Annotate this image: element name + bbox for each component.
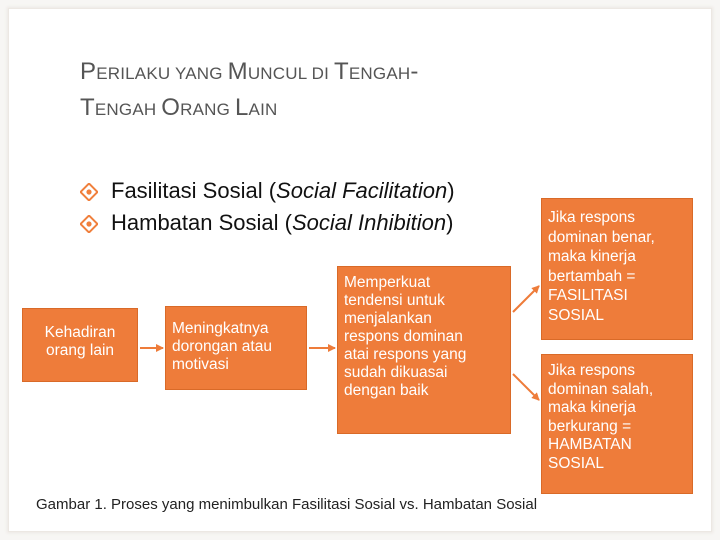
bullet-text-prefix: Fasilitasi Sosial ( <box>111 178 277 203</box>
box-text-line: HAMBATAN <box>548 436 632 453</box>
bullet-text-italic: Social Inhibition <box>291 210 447 235</box>
box-increased-drive <box>165 306 307 390</box>
bullet-text-prefix: Hambatan Sosial ( <box>111 210 292 235</box>
box-text-line: bertambah = <box>548 267 636 285</box>
box-presence-of-others <box>22 308 138 382</box>
title-line-2 <box>80 91 640 127</box>
box-text-line: SOSIAL <box>548 306 604 324</box>
title-segment: L <box>234 94 249 121</box>
title-segment: ENGAH <box>348 64 411 83</box>
box-text-line: berkurang = <box>548 417 632 435</box>
bullet-item-facilitation <box>80 176 455 208</box>
box-text-line: SOSIAL <box>548 454 604 472</box>
box-text-line: dorongan atau <box>172 338 272 355</box>
bullet-text-suffix: ) <box>447 178 455 203</box>
box-text-line: respons dominan <box>344 328 463 345</box>
title-segment: - <box>410 58 419 85</box>
title-segment: P <box>80 58 97 85</box>
bullet-item-inhibition <box>80 208 455 240</box>
box-text-line: Memperkuat <box>344 274 431 291</box>
title-segment: ENGAH <box>94 100 162 119</box>
box-text-line: motivasi <box>172 356 229 373</box>
title-segment: O <box>161 94 181 121</box>
title-segment: T <box>80 94 95 121</box>
box-social-facilitation <box>541 198 693 340</box>
title-segment: T <box>334 58 349 85</box>
bullet-list <box>80 176 455 240</box>
box-text-line: Jika respons <box>548 209 636 226</box>
box-dominant-response <box>337 266 511 434</box>
box-text-line: dominan benar, <box>548 228 655 246</box>
figure-caption: Gambar 1. Proses yang menimbulkan Fasilitasi Sosial vs. Hambatan Sosial <box>36 496 538 513</box>
bullet-text-italic: Social Facilitation <box>276 178 448 203</box>
slide-title <box>80 55 640 127</box>
title-line-1 <box>80 55 640 91</box>
box-text-line: tendensi untuk <box>344 292 445 309</box>
title-segment: UNCUL DI <box>247 64 335 83</box>
box-text-line: Meningkatnya <box>172 320 269 337</box>
bullet-text-suffix: ) <box>446 210 454 235</box>
title-segment: AIN <box>248 100 278 119</box>
box-text-line: Jika respons <box>548 362 636 379</box>
diamond-bullet-icon <box>80 183 98 201</box>
title-segment: M <box>227 58 248 85</box>
box-text-line: FASILITASI <box>548 287 628 304</box>
box-text-line: Kehadiran <box>44 324 116 341</box>
diamond-bullet-icon <box>80 215 98 233</box>
box-text-line: maka kinerja <box>548 248 636 265</box>
box-text-line: atai respons yang <box>344 346 467 363</box>
box-social-inhibition <box>541 354 693 494</box>
box-text-line: orang lain <box>45 342 115 359</box>
box-text-line: dominan salah, <box>548 380 654 398</box>
box-text-line: sudah dikuasai <box>344 364 448 381</box>
box-text-line: menjalankan <box>344 310 432 327</box>
title-segment: RANG <box>180 100 235 119</box>
box-text-line: dengan baik <box>344 382 429 399</box>
box-text-line: maka kinerja <box>548 399 636 416</box>
title-segment: ERILAKU YANG <box>96 64 228 83</box>
